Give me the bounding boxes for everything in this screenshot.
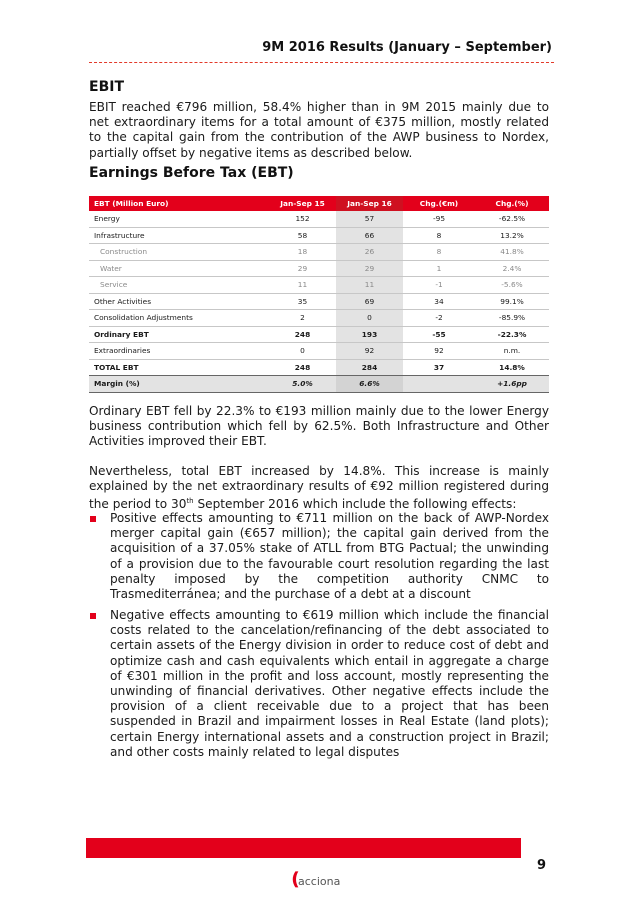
table-cell: -55 bbox=[403, 326, 475, 343]
table-cell: 284 bbox=[336, 359, 403, 376]
page-number: 9 bbox=[537, 858, 547, 873]
table-cell: -95 bbox=[403, 211, 475, 227]
logo-text: acciona bbox=[298, 875, 341, 888]
table-row bbox=[89, 260, 549, 277]
header-divider bbox=[89, 62, 554, 63]
table-header-cell: EBT (Million Euro) bbox=[89, 196, 269, 211]
table-cell: 2.4% bbox=[475, 260, 549, 277]
table-cell: 6.6% bbox=[336, 376, 403, 393]
table-cell: +1.6pp bbox=[475, 376, 549, 393]
ebt-table bbox=[89, 196, 549, 393]
row-label: Service bbox=[89, 277, 269, 294]
table-cell bbox=[403, 376, 475, 393]
table-cell: 8 bbox=[403, 244, 475, 261]
table-cell: 18 bbox=[269, 244, 336, 261]
table-cell: 92 bbox=[336, 343, 403, 360]
table-cell: -62.5% bbox=[475, 211, 549, 227]
table-row bbox=[89, 244, 549, 261]
table-row bbox=[89, 376, 549, 393]
table-row bbox=[89, 211, 549, 227]
table-cell: -5.6% bbox=[475, 277, 549, 294]
table-cell: 11 bbox=[336, 277, 403, 294]
table-cell: 248 bbox=[269, 326, 336, 343]
ebt-heading: Earnings Before Tax (EBT) bbox=[89, 165, 294, 181]
table-cell: 248 bbox=[269, 359, 336, 376]
row-label: Other Activities bbox=[89, 293, 269, 310]
ebit-paragraph: EBIT reached €796 million, 58.4% higher than in 9M 2015 mainly due to net extraordinary items for a total amount of €375 million, mostly related to the capital gain from the contribution of the AWP business to Nordex, partially offset by negative items as described below. bbox=[89, 100, 549, 160]
table-cell: 193 bbox=[336, 326, 403, 343]
table-row bbox=[89, 343, 549, 360]
table-cell: 29 bbox=[336, 260, 403, 277]
row-label: Ordinary EBT bbox=[89, 326, 269, 343]
table-header-row bbox=[89, 196, 549, 211]
row-label: Construction bbox=[89, 244, 269, 261]
row-label: TOTAL EBT bbox=[89, 359, 269, 376]
table-cell: 0 bbox=[336, 310, 403, 327]
table-row bbox=[89, 277, 549, 294]
row-label: Infrastructure bbox=[89, 227, 269, 244]
table-cell: 34 bbox=[403, 293, 475, 310]
table-cell: 14.8% bbox=[475, 359, 549, 376]
bullet-icon bbox=[90, 516, 96, 522]
total-ebt-paragraph bbox=[89, 464, 549, 513]
row-label: Consolidation Adjustments bbox=[89, 310, 269, 327]
table-row bbox=[89, 227, 549, 244]
table-cell: 8 bbox=[403, 227, 475, 244]
table-cell: 5.0% bbox=[269, 376, 336, 393]
table-cell: -1 bbox=[403, 277, 475, 294]
footer-bar bbox=[86, 838, 521, 858]
table-row bbox=[89, 310, 549, 327]
superscript: th bbox=[186, 497, 194, 506]
table-cell: 26 bbox=[336, 244, 403, 261]
table-cell: 57 bbox=[336, 211, 403, 227]
text-run: Nevertheless, total EBT increased by 14.8%. This increase is mainly explained by the net extraordinary results of €92 million registered during the period to 30 bbox=[89, 464, 549, 512]
acciona-logo-icon: ❪ bbox=[288, 869, 304, 890]
table-cell: 1 bbox=[403, 260, 475, 277]
ordinary-ebt-paragraph: Ordinary EBT fell by 22.3% to €193 million mainly due to the lower Energy business contribution which fell by 62.5%. Both Infrastructure and Other Activities improved their EBT. bbox=[89, 404, 549, 449]
table-cell: 29 bbox=[269, 260, 336, 277]
table-cell: 92 bbox=[403, 343, 475, 360]
table-header-cell: Jan-Sep 16 bbox=[336, 196, 403, 211]
table-cell: 13.2% bbox=[475, 227, 549, 244]
table-row bbox=[89, 293, 549, 310]
row-label: Energy bbox=[89, 211, 269, 227]
table-cell: 2 bbox=[269, 310, 336, 327]
table-cell: 35 bbox=[269, 293, 336, 310]
table-cell: 37 bbox=[403, 359, 475, 376]
row-label: Margin (%) bbox=[89, 376, 269, 393]
table-cell: n.m. bbox=[475, 343, 549, 360]
table-row bbox=[89, 359, 549, 376]
table-header-cell: Chg.(%) bbox=[475, 196, 549, 211]
table-cell: 0 bbox=[269, 343, 336, 360]
page-header-title: 9M 2016 Results (January – September) bbox=[262, 40, 552, 55]
table-cell: -22.3% bbox=[475, 326, 549, 343]
ebit-heading: EBIT bbox=[89, 79, 124, 95]
row-label: Extraordinaries bbox=[89, 343, 269, 360]
table-cell: 99.1% bbox=[475, 293, 549, 310]
table-cell: 69 bbox=[336, 293, 403, 310]
bullet-icon bbox=[90, 613, 96, 619]
table-header-cell: Chg.(€m) bbox=[403, 196, 475, 211]
text-run: September 2016 which include the following effects: bbox=[193, 497, 517, 512]
table-header-cell: Jan-Sep 15 bbox=[269, 196, 336, 211]
table-row bbox=[89, 326, 549, 343]
table-cell: 41.8% bbox=[475, 244, 549, 261]
row-label: Water bbox=[89, 260, 269, 277]
table-cell: 66 bbox=[336, 227, 403, 244]
table-cell: 58 bbox=[269, 227, 336, 244]
table-cell: -2 bbox=[403, 310, 475, 327]
bullet-negative-effects: Negative effects amounting to €619 million which include the financial costs related to the cancelation/refinancing of the debt associated to certain assets of the Energy division in order to reduce cost of debt and optimize cash and cash equivalents which entail in aggregate a charge of €301 million in the profit and loss account, mostly representing the unwinding of financial derivatives. Other negative effects include the provision of a client receivable due to a project that has been suspended in Brazil and impairment losses in Real Estate (land plots); certain Energy international assets and a construction project in Brazil; and other costs mainly related to legal disputes bbox=[110, 608, 549, 759]
table-cell: 11 bbox=[269, 277, 336, 294]
table-cell: -85.9% bbox=[475, 310, 549, 327]
table-cell: 152 bbox=[269, 211, 336, 227]
bullet-positive-effects: Positive effects amounting to €711 million on the back of AWP-Nordex merger capital gain (€657 million); the capital gain derived from the acquisition of a 37.05% stake of ATLL from BTG Pactual; the unwinding of a provision due to the favourable court resolution regarding the last penalty imposed by the competition authority CNMC to Trasmediterránea; and the purchase of a debt at a discount bbox=[110, 511, 549, 602]
